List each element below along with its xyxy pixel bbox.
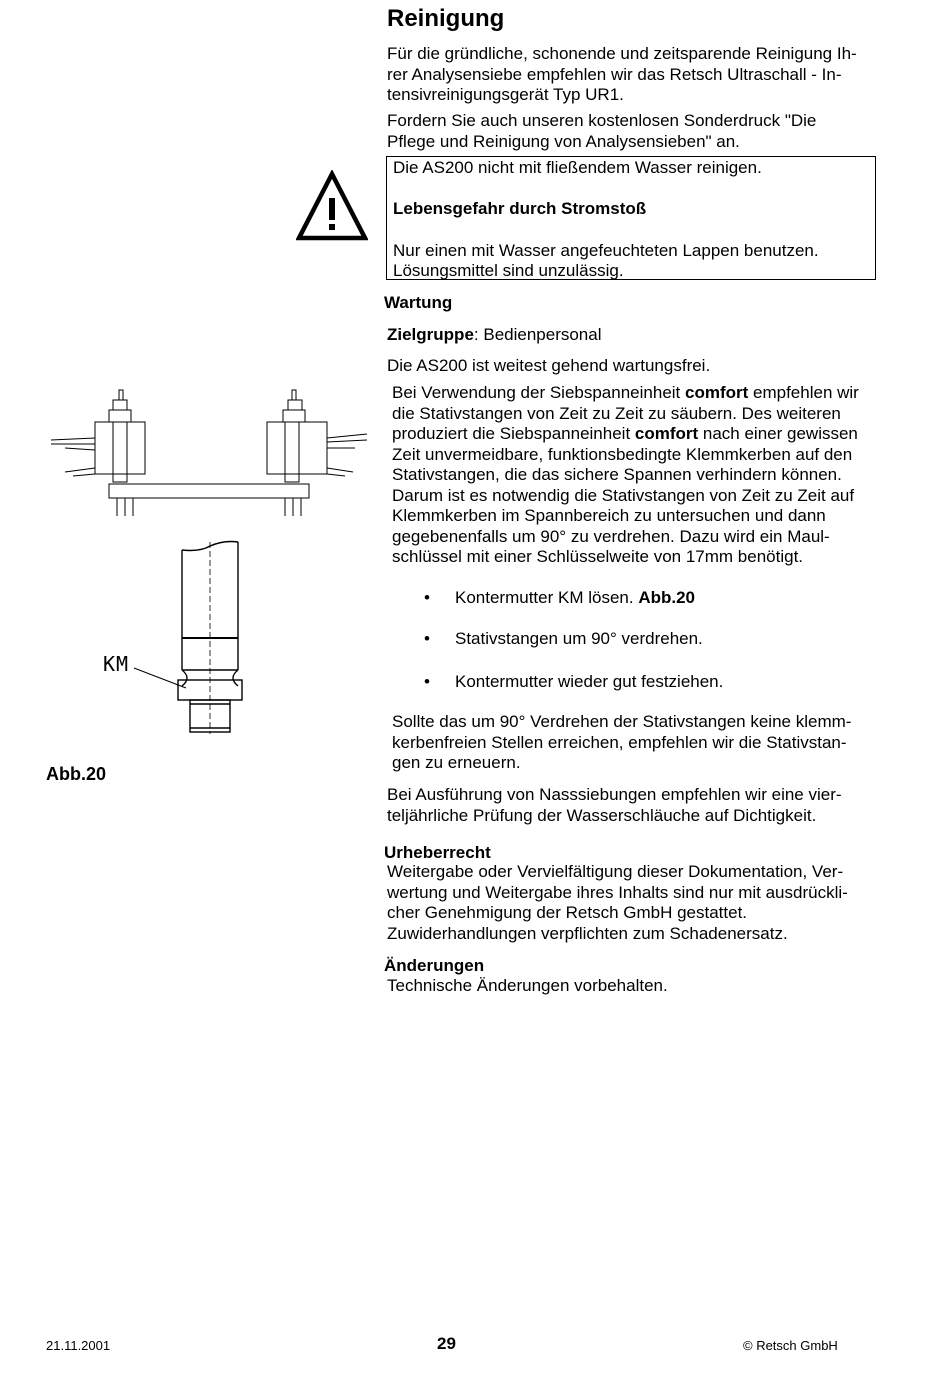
list-item-text: Stativstangen um 90° verdrehen. [455, 629, 703, 648]
text-span: empfehlen wir [748, 383, 859, 402]
wartung-paragraph-4 [387, 785, 842, 826]
text-line: Zeit unvermeidbare, funktionsbedingte Klemmkerben auf den [392, 444, 853, 464]
reinigung-paragraph-1 [387, 44, 887, 106]
footer-copyright: © Retsch GmbH [743, 1338, 838, 1353]
text-line: Klemmkerben im Spannbereich zu untersuchen und dann [392, 506, 826, 525]
text-line: Pflege und Reinigung von Analysensieben" an. [387, 131, 740, 151]
zielgruppe-value: : Bedienpersonal [473, 325, 602, 344]
text-line: Fordern Sie auch unseren kostenlosen Sonderdruck "Die [387, 111, 817, 130]
clamping-unit-drawing [45, 388, 375, 518]
warning-text-3: Nur einen mit Wasser angefeuchteten Lappen benutzen. [393, 241, 819, 260]
stand-rod-drawing [100, 538, 260, 743]
figure-caption: Abb.20 [46, 764, 107, 784]
text-line: cher Genehmigung der Retsch GmbH gestattet. [387, 903, 748, 922]
text-line [392, 424, 892, 445]
warning-triangle-icon [296, 170, 368, 242]
text-line: Weitergabe oder Vervielfältigung dieser Dokumentation, Ver- [387, 862, 844, 881]
text-span: produziert die Siebspanneinheit [392, 424, 635, 443]
bullet-dot: • [424, 588, 430, 607]
list-item-text: Kontermutter wieder gut festziehen. [455, 672, 724, 691]
text-bold: comfort [685, 383, 749, 402]
text-line: tensivreinigungsgerät Typ UR1. [387, 85, 624, 104]
list-item-text [455, 588, 695, 608]
text-line: kerbenfreien Stellen erreichen, empfehlen wir die Stativstan- [392, 732, 847, 752]
section-title-aenderungen: Änderungen [384, 956, 485, 975]
text-line: rer Analysensiebe empfehlen wir das Retsch Ultraschall - In- [387, 64, 842, 84]
wartung-paragraph-2 [392, 383, 892, 568]
section-title-reinigung: Reinigung [387, 5, 505, 32]
text-line: wertung und Weitergabe ihres Inhalts sind nur mit ausdrückli- [387, 882, 848, 902]
bullet-dot: • [424, 672, 430, 691]
text-line: die Stativstangen von Zeit zu Zeit zu säubern. Des weiteren [392, 403, 841, 423]
text-line: teljährliche Prüfung der Wasserschläuche auf Dichtigkeit. [387, 805, 817, 825]
text-bold: comfort [634, 424, 699, 443]
zielgruppe-label: Zielgruppe [387, 325, 474, 344]
text-line: Zuwiderhandlungen verpflichten zum Schadenersatz. [387, 923, 788, 943]
text-span: Bei Verwendung der Siebspanneinheit [392, 383, 685, 402]
text-line: gegebenenfalls um 90° zu verdrehen. Dazu wird ein Maul- [392, 526, 830, 546]
text-line [392, 383, 892, 404]
figure-reference: Abb.20 [638, 588, 695, 607]
footer-date: 21.11.2001 [46, 1338, 111, 1353]
warning-text-1: Die AS200 nicht mit fließendem Wasser reinigen. [393, 158, 762, 177]
section-title-urheberrecht: Urheberrecht [384, 843, 491, 862]
warning-text-4: Lösungsmittel sind unzulässig. [393, 261, 624, 280]
text-line: gen zu erneuern. [392, 753, 521, 772]
km-label: KM [103, 652, 130, 676]
text-span: Kontermutter KM lösen. [455, 588, 639, 607]
warning-box [386, 156, 876, 280]
text-span: nach einer gewissen [698, 424, 858, 443]
text-line: Stativstangen, die das sichere Spannen verhindern können. [392, 465, 842, 484]
text-line: Für die gründliche, schonende und zeitsparende Reinigung Ih- [387, 44, 857, 63]
urheberrecht-text [387, 862, 848, 944]
wartung-paragraph-1: Die AS200 ist weitest gehend wartungsfrei. [387, 356, 711, 375]
bullet-dot: • [424, 629, 430, 648]
text-line: schlüssel mit einer Schlüsselweite von 17mm benötigt. [392, 547, 804, 566]
section-title-wartung: Wartung [384, 293, 453, 312]
reinigung-paragraph-2 [387, 111, 887, 152]
text-line: Bei Ausführung von Nasssiebungen empfehlen wir eine vier- [387, 785, 842, 804]
text-line: Sollte das um 90° Verdrehen der Stativstangen keine klemm- [392, 712, 852, 731]
wartung-paragraph-3 [392, 712, 851, 774]
page-number: 29 [437, 1334, 456, 1353]
aenderungen-text: Technische Änderungen vorbehalten. [387, 976, 668, 995]
text-line: Darum ist es notwendig die Stativstangen von Zeit zu Zeit auf [392, 485, 855, 505]
warning-danger-text: Lebensgefahr durch Stromstoß [393, 199, 647, 218]
zielgruppe-line [387, 325, 602, 346]
